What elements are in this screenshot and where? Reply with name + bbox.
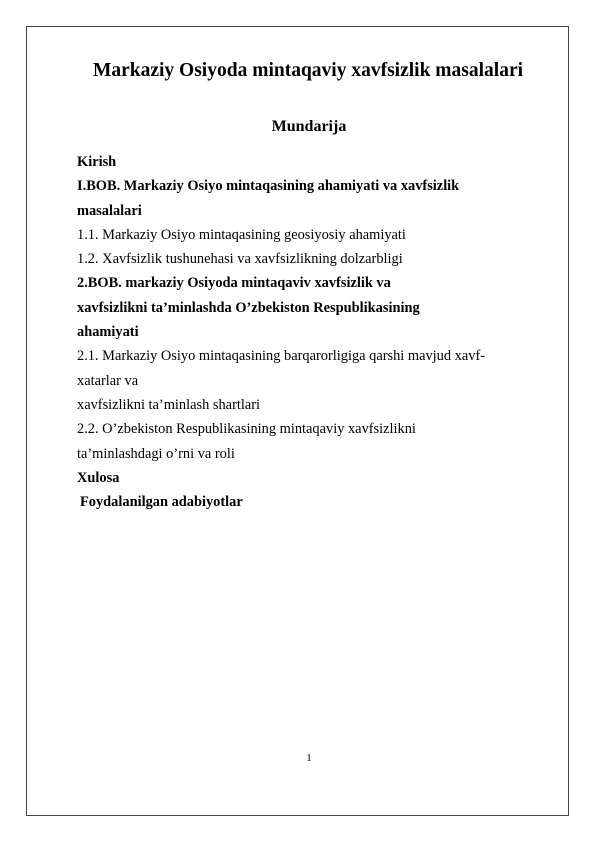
toc-line: 1.1. Markaziy Osiyo mintaqasining geosiyosiy ahamiyati bbox=[77, 226, 406, 243]
toc-line: 2.BOB. markaziy Osiyoda mintaqaviv xavfsizlik va bbox=[77, 275, 391, 292]
toc-line: Kirish bbox=[77, 154, 117, 170]
toc-line: Foydalanilgan adabiyotlar bbox=[80, 494, 243, 511]
document-title: Markaziy Osiyoda mintaqaviy xavfsizlik masalalari bbox=[92, 60, 524, 81]
toc-line: I.BOB. Markaziy Osiyo mintaqasining ahamiyati va xavfsizlik bbox=[77, 178, 460, 195]
page-number: 1 bbox=[306, 752, 312, 764]
toc-line: xatarlar va bbox=[77, 372, 139, 389]
toc-line: 2.2. O’zbekiston Respublikasining mintaqaviy xavfsizlikni bbox=[77, 421, 416, 438]
toc-line: Xulosa bbox=[77, 469, 120, 486]
toc-line: 1.2. Xavfsizlik tushunehasi va xavfsizlikning dolzarbligi bbox=[77, 251, 403, 268]
toc-line: xavfsizlikni ta’minlashda O’zbekiston Respublikasining bbox=[77, 299, 420, 316]
toc-line: xavfsizlikni ta’minlash shartlari bbox=[77, 396, 261, 413]
toc-line: masalalari bbox=[77, 202, 142, 219]
toc-heading: Mundarija bbox=[271, 118, 347, 135]
toc-line: 2.1. Markaziy Osiyo mintaqasining barqarorligiga qarshi mavjud xavf- bbox=[77, 348, 486, 365]
table-of-contents bbox=[77, 150, 547, 514]
toc-line: ta’minlashdagi o’rni va roli bbox=[77, 445, 235, 462]
toc-line: ahamiyati bbox=[77, 324, 139, 341]
